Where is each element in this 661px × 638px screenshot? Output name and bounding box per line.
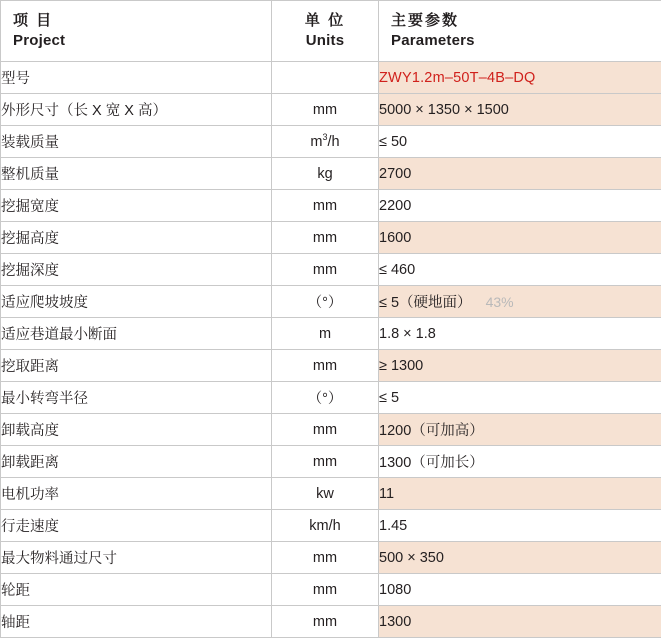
header-project — [1, 1, 272, 62]
cell-parameters — [379, 94, 661, 126]
cell-project: 轮距 — [1, 574, 272, 606]
table-header — [1, 1, 661, 62]
table-row — [1, 222, 661, 254]
cell-project: 电机功率 — [1, 478, 272, 510]
header-units-en: Units — [272, 31, 378, 51]
table-row — [1, 254, 661, 286]
cell-units: mm — [272, 222, 379, 254]
cell-project: 轴距 — [1, 606, 272, 638]
cell-units: mm — [272, 254, 379, 286]
cell-parameters — [379, 126, 661, 158]
cell-parameters — [379, 190, 661, 222]
parameter-value: ≤ 460 — [379, 262, 415, 278]
cell-units: mm — [272, 94, 379, 126]
cell-project: 适应爬坡坡度 — [1, 286, 272, 318]
cell-project: 适应巷道最小断面 — [1, 318, 272, 350]
header-project-en: Project — [13, 31, 259, 51]
cell-units: mm — [272, 542, 379, 574]
header-units-cn: 单 位 — [272, 11, 378, 31]
cell-units: kg — [272, 158, 379, 190]
cell-project: 挖取距离 — [1, 350, 272, 382]
cell-parameters — [379, 350, 661, 382]
table-row — [1, 158, 661, 190]
cell-parameters — [379, 446, 661, 478]
table-row — [1, 62, 661, 94]
cell-parameters — [379, 510, 661, 542]
cell-parameters — [379, 382, 661, 414]
cell-project: 装载质量 — [1, 126, 272, 158]
table-row — [1, 286, 661, 318]
table-row — [1, 414, 661, 446]
cell-project: 挖掘高度 — [1, 222, 272, 254]
model-value: ZWY1.2m–50T–4B–DQ — [379, 70, 536, 86]
cell-project: 外形尺寸（长 X 宽 X 高） — [1, 94, 272, 126]
cell-parameters — [379, 286, 661, 318]
cell-units: mm — [272, 190, 379, 222]
parameter-value: 1600 — [379, 230, 411, 246]
header-parameters-en: Parameters — [391, 31, 649, 51]
table-row — [1, 510, 661, 542]
cell-units: mm — [272, 414, 379, 446]
table-row — [1, 94, 661, 126]
cell-parameters — [379, 158, 661, 190]
cell-units: m — [272, 318, 379, 350]
parameter-value: 500 × 350 — [379, 550, 444, 566]
header-parameters-cn: 主要参数 — [391, 11, 649, 31]
cell-units: km/h — [272, 510, 379, 542]
parameter-value: 11 — [379, 486, 394, 502]
units-suffix: /h — [328, 134, 340, 150]
table-row — [1, 190, 661, 222]
cell-parameters — [379, 542, 661, 574]
cell-units — [272, 62, 379, 94]
cell-project: 型号 — [1, 62, 272, 94]
parameter-value: 1.8 × 1.8 — [379, 326, 436, 342]
cell-project: 整机质量 — [1, 158, 272, 190]
cell-units: mm — [272, 350, 379, 382]
parameter-value: 2200 — [379, 198, 411, 214]
table-row — [1, 574, 661, 606]
table-body — [1, 62, 661, 638]
parameter-value: 5000 × 1350 × 1500 — [379, 102, 509, 118]
parameter-value: ≤ 5 — [379, 390, 399, 406]
table-row — [1, 606, 661, 638]
parameter-value: 1.45 — [379, 518, 407, 534]
cell-parameters — [379, 62, 661, 94]
cell-units: （°） — [272, 286, 379, 318]
cell-parameters — [379, 574, 661, 606]
cell-units: mm — [272, 446, 379, 478]
cell-project: 最大物料通过尺寸 — [1, 542, 272, 574]
parameter-value: 1080 — [379, 582, 411, 598]
parameter-value: 1300 — [379, 614, 411, 630]
units-base: m — [310, 134, 322, 150]
cell-units: mm — [272, 574, 379, 606]
table-row — [1, 318, 661, 350]
cell-project: 最小转弯半径 — [1, 382, 272, 414]
parameter-note: 43% — [486, 294, 514, 310]
cell-project: 挖掘宽度 — [1, 190, 272, 222]
cell-parameters — [379, 478, 661, 510]
table-row — [1, 382, 661, 414]
cell-project: 挖掘深度 — [1, 254, 272, 286]
cell-parameters — [379, 606, 661, 638]
units-exponent: 3 — [322, 132, 327, 142]
cell-units: （°） — [272, 382, 379, 414]
header-parameters — [379, 1, 661, 62]
parameter-value: 2700 — [379, 166, 411, 182]
parameter-value: 1300（可加长） — [379, 455, 484, 471]
cell-project: 行走速度 — [1, 510, 272, 542]
parameter-value: ≤ 50 — [379, 134, 407, 150]
cell-parameters — [379, 222, 661, 254]
cell-units — [272, 126, 379, 158]
table-row — [1, 446, 661, 478]
cell-parameters — [379, 254, 661, 286]
table-row — [1, 350, 661, 382]
header-units — [272, 1, 379, 62]
parameter-value: ≤ 5（硬地面） — [379, 295, 472, 311]
table-row — [1, 542, 661, 574]
cell-units: kw — [272, 478, 379, 510]
cell-project: 卸载高度 — [1, 414, 272, 446]
table-row — [1, 478, 661, 510]
cell-project: 卸载距离 — [1, 446, 272, 478]
cell-parameters — [379, 318, 661, 350]
cell-parameters — [379, 414, 661, 446]
table-row — [1, 126, 661, 158]
parameter-value: 1200（可加高） — [379, 423, 484, 439]
parameter-value: ≥ 1300 — [379, 358, 423, 374]
header-project-cn: 项 目 — [13, 11, 259, 31]
cell-units: mm — [272, 606, 379, 638]
header-row — [1, 1, 661, 62]
